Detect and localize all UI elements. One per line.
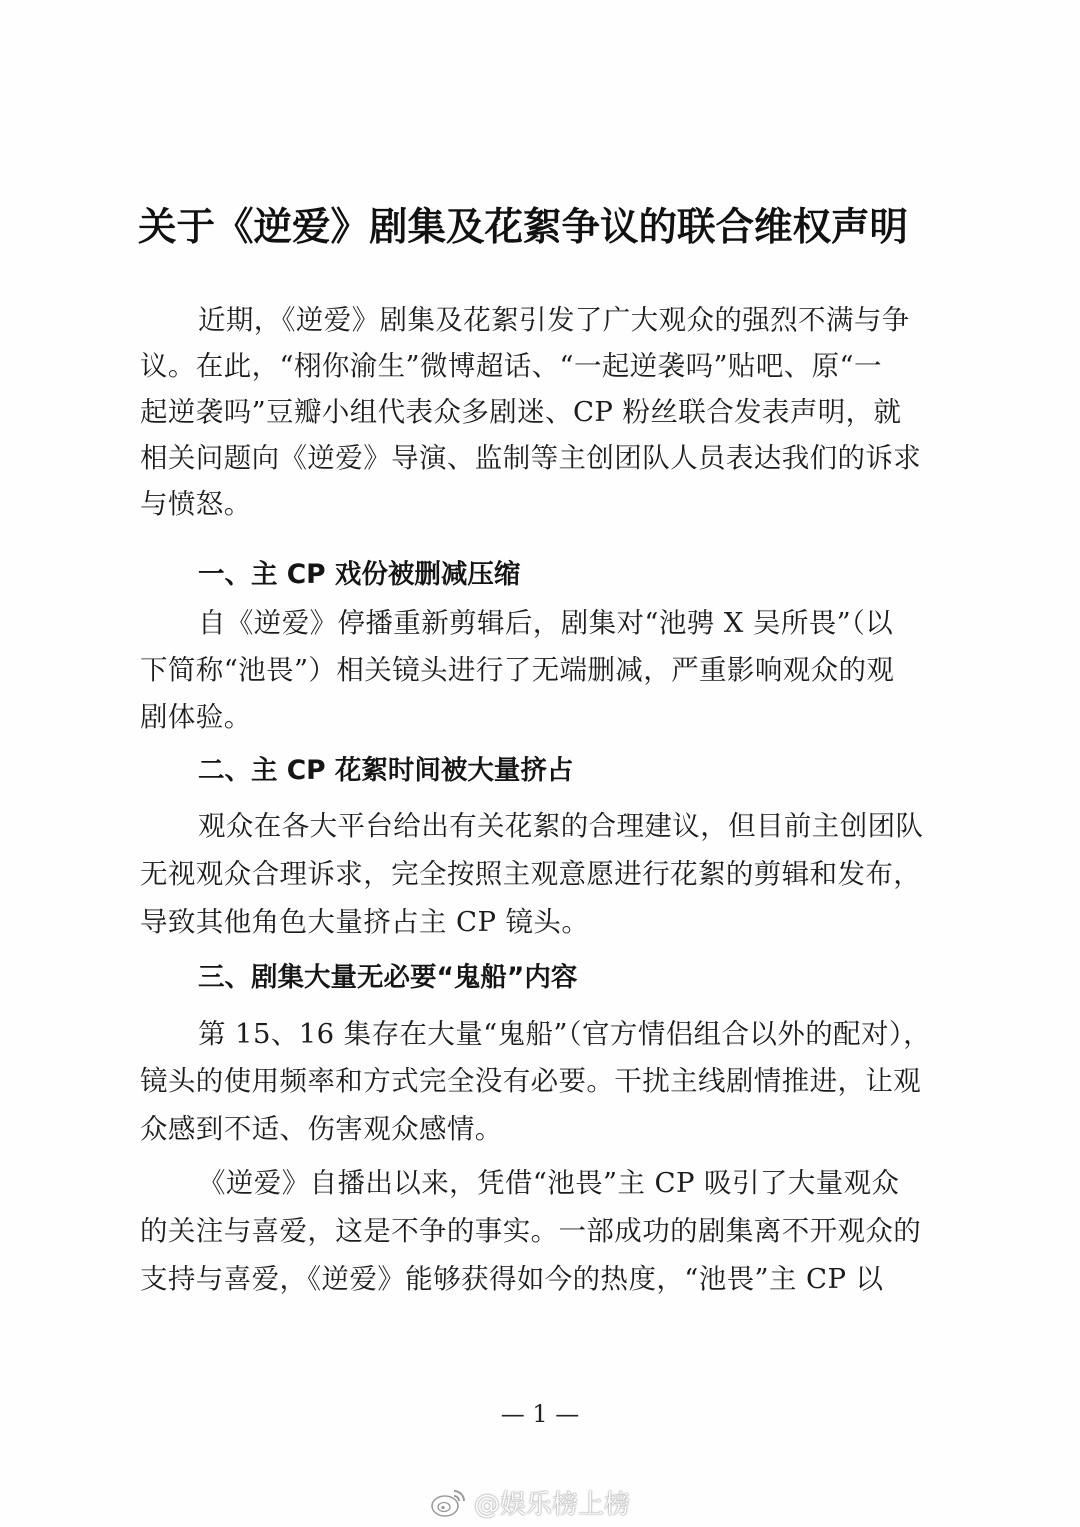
- closing-line-1: 《逆爱》自播出以来，凭借“池畏”主 CP 吸引了大量观众: [198, 1167, 900, 1199]
- section-1-line-1: 自《逆爱》停播重新剪辑后，剧集对“池骋 X 吴所畏”（以: [198, 607, 894, 639]
- weibo-logo-icon: [430, 1486, 468, 1518]
- watermark-text: @娱乐榜上榜: [474, 1489, 631, 1520]
- intro-line-1: 近期，《逆爱》剧集及花絮引发了广大观众的强烈不满与争: [198, 304, 910, 336]
- section-2-line-1: 观众在各大平台给出有关花絮的合理建议，但目前主创团队: [198, 810, 924, 842]
- section-2-line-2: 无视观众合理诉求，完全按照主观意愿进行花絮的剪辑和发布，: [140, 858, 922, 890]
- section-3-heading: 三、剧集大量无必要“鬼船”内容: [198, 962, 578, 993]
- section-1-heading: 一、主 CP 戏份被删减压缩: [198, 559, 521, 590]
- page-number: — 1 —: [500, 1400, 580, 1428]
- closing-line-3: 支持与喜爱，《逆爱》能够获得如今的热度，“池畏”主 CP 以: [140, 1263, 884, 1295]
- intro-line-3: 起逆袭吗”豆瓣小组代表众多剧迷、CP 粉丝联合发表声明，就: [140, 396, 902, 428]
- section-3-line-2: 镜头的使用频率和方式完全没有必要。干扰主线剧情推进，让观: [140, 1065, 922, 1097]
- section-1-line-2: 下简称“池畏”）相关镜头进行了无端删减，严重影响观众的观: [140, 654, 895, 686]
- section-2-line-3: 导致其他角色大量挤占主 CP 镜头。: [140, 906, 590, 938]
- section-3-line-1: 第 15、16 集存在大量“鬼船”（官方情侣组合以外的配对），: [198, 1018, 931, 1050]
- closing-line-2: 的关注与喜爱，这是不争的事实。一部成功的剧集离不开观众的: [140, 1215, 922, 1247]
- weibo-watermark: [430, 1482, 630, 1522]
- document-title: 关于《逆爱》剧集及花絮争议的联合维权声明: [138, 205, 909, 250]
- section-2-heading: 二、主 CP 花絮时间被大量挤占: [198, 755, 574, 786]
- intro-line-2: 议。在此，“栩你渝生”微博超话、“一起逆袭吗”贴吧、原“一: [140, 350, 882, 382]
- section-3-line-3: 众感到不适、伤害观众感情。: [140, 1113, 503, 1145]
- section-1-line-3: 剧体验。: [140, 701, 252, 733]
- intro-line-5: 与愤怒。: [140, 488, 252, 520]
- intro-line-4: 相关问题向《逆爱》导演、监制等主创团队人员表达我们的诉求: [140, 442, 922, 474]
